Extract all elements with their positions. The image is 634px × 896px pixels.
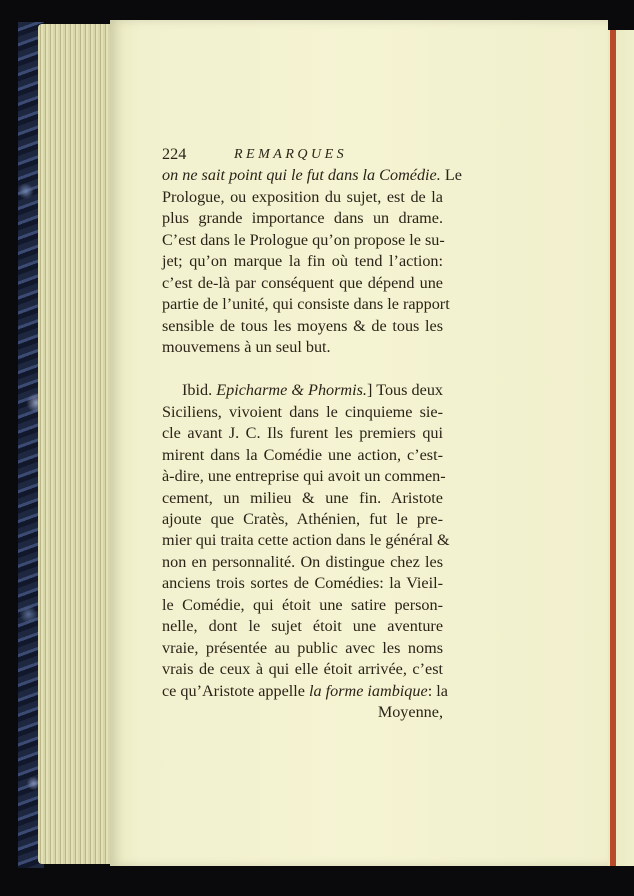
text-line: ajoute que Cratès, Athénien, fut le pre-: [162, 510, 443, 528]
text-line: non en personnalité. On distingue chez les: [162, 552, 443, 571]
text-line: le Comédie, qui étoit une satire person-: [162, 595, 443, 614]
text-line: vrais de ceux à qui elle étoit arrivée, c’est: [162, 660, 443, 679]
text-line: sensible de tous les moyens & de tous les: [162, 316, 443, 335]
text-line: mouvemens à un seul but.: [162, 337, 331, 356]
page-edges: [38, 24, 118, 864]
text-line: cement, un milieu & une fin. Aristote: [162, 488, 443, 507]
text-line: c’est de-là par conséquent que dépend une: [162, 273, 443, 292]
catchword: Moyenne,: [377, 702, 443, 721]
page-text: [162, 144, 462, 723]
text-line: on ne sait point qui le fut dans la Comédie. Le: [162, 166, 462, 185]
text-line: Prologue, ou exposition du sujet, est de la: [162, 187, 443, 206]
header-line: [162, 144, 443, 165]
text-line: plus grande importance dans un drame.: [162, 209, 443, 228]
text-line: partie de l’unité, qui consiste dans le rapport: [162, 295, 450, 314]
text-line: ce qu’Aristote appelle la forme iambique: la: [162, 681, 448, 700]
paragraph-2: [162, 380, 443, 401]
paragraph-gap: [162, 358, 443, 380]
text-line: mier qui traita cette action dans le général &: [162, 531, 450, 550]
facing-page-edge: [606, 30, 634, 866]
text-line: C’est dans le Prologue qu’on propose le su-: [162, 230, 445, 249]
text-line: jet; qu’on marque la fin où tend l’action:: [162, 252, 443, 271]
text-line: mirent dans la Comédie une action, c’est-: [162, 445, 443, 464]
paragraph-1: [162, 165, 462, 358]
text-line: Siciliens, vivoient dans le cinquieme sie-: [162, 402, 443, 421]
text-line: Ibid. Epicharme & Phormis.] Tous deux: [182, 381, 444, 400]
text-line: nelle, dont le sujet étoit une aventure: [162, 617, 443, 636]
text-line: cle avant J. C. Ils furent les premiers qui: [162, 424, 443, 443]
text-line: vraie, présentée au public avec les noms: [162, 638, 443, 657]
page-number: 224: [162, 145, 187, 163]
text-line: anciens trois sortes de Comédies: la Vieil-: [162, 574, 443, 593]
text-line: à-dire, une entreprise qui avoit un commen-: [162, 467, 446, 486]
running-head: REMARQUES: [234, 147, 348, 162]
red-edge-band: [610, 30, 616, 866]
